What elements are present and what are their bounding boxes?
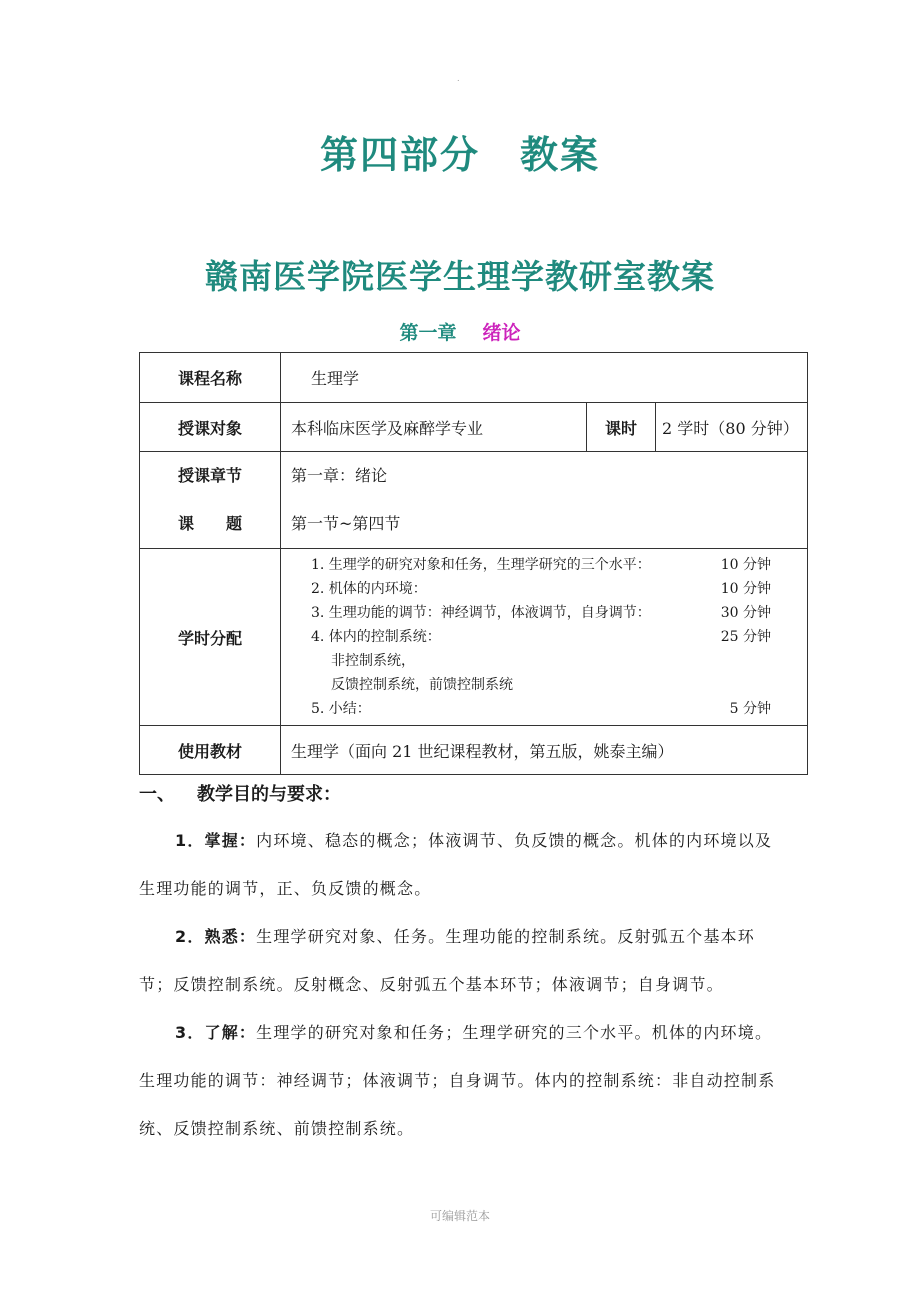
- topic-value: 第一节~第四节: [291, 514, 401, 533]
- chapter-topic-labels: [140, 452, 281, 549]
- requirement-text: 内环境、稳态的概念；体液调节、负反馈的概念。机体的内环境以及生理功能的调节，正、负反馈的概念。: [139, 831, 773, 898]
- audience-value: 本科临床医学及麻醉学专业: [281, 403, 587, 452]
- alloc-item: 2. 机体的内环境： 10 分钟: [311, 581, 772, 597]
- alloc-list: [281, 549, 807, 725]
- course-value: 生理学: [281, 353, 808, 403]
- section-heading: [139, 780, 341, 806]
- alloc-subitem: 非控制系统，: [331, 653, 415, 669]
- alloc-item: 3. 生理功能的调节：神经调节，体液调节，自身调节： 30 分钟: [311, 605, 772, 621]
- requirement-lead: 3．了解：: [175, 1023, 257, 1042]
- header-mark: .: [457, 74, 460, 83]
- hours-value: 2 学时（80 分钟）: [656, 403, 808, 452]
- hours-label: 课时: [587, 403, 656, 452]
- chapter-topic-values: [281, 452, 808, 549]
- requirement-lead: 2．熟悉：: [175, 927, 257, 946]
- alloc-cell: [281, 549, 808, 726]
- audience-label: 授课对象: [140, 403, 281, 452]
- chapter-number: 第一章: [399, 322, 457, 344]
- requirement-understand: [139, 1009, 789, 1153]
- textbook-label: 使用教材: [140, 726, 281, 775]
- footer-note: 可编辑范本: [429, 1209, 490, 1223]
- requirement-lead: 1．掌握：: [175, 831, 257, 850]
- chapter-label: 授课章节: [177, 466, 242, 485]
- department-title: 赣南医学院医学生理学教研室教案: [205, 257, 715, 296]
- alloc-item: 1. 生理学的研究对象和任务，生理学研究的三个水平： 10 分钟: [311, 557, 772, 573]
- alloc-subitem: 反馈控制系统，前馈控制系统: [331, 677, 513, 693]
- section-number: 一、: [139, 784, 175, 805]
- course-label: 课程名称: [140, 353, 281, 403]
- alloc-item: 4. 体内的控制系统： 25 分钟: [311, 629, 772, 645]
- requirement-familiar: [139, 913, 789, 1009]
- alloc-item: 5. 小结： 5 分钟: [311, 701, 772, 717]
- section-title: 教学目的与要求：: [197, 784, 341, 805]
- chapter-name: 绪论: [482, 322, 521, 344]
- alloc-label: 学时分配: [140, 549, 281, 726]
- requirement-text: 生理学的研究对象和任务；生理学研究的三个水平。机体的内环境。生理功能的调节：神经调节；体液调节；自身调节。体内的控制系统：非自动控制系统、反馈控制系统、前馈控制系统。: [139, 1023, 776, 1138]
- requirement-text: 生理学研究对象、任务。生理功能的控制系统。反射弧五个基本环节；反馈控制系统。反射概念、反射弧五个基本环节；体液调节；自身调节。: [139, 927, 755, 994]
- topic-label: 课 题: [177, 514, 242, 533]
- course-info-table: [139, 352, 808, 775]
- textbook-value: 生理学（面向 21 世纪课程教材，第五版，姚泰主编）: [281, 726, 808, 775]
- chapter-value: 第一章：绪论: [291, 466, 388, 485]
- part-title: 第四部分 教案: [319, 133, 600, 177]
- chapter-title: [0, 318, 920, 345]
- requirement-master: [139, 817, 789, 913]
